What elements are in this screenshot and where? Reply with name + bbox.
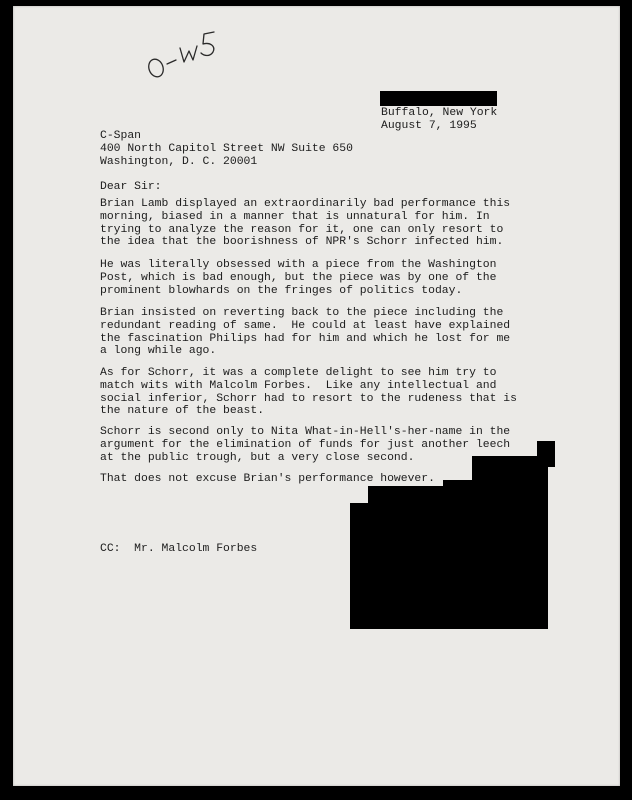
recipient-address: 400 North Capitol Street NW Suite 650: [100, 143, 353, 155]
recipient-name: C-Span: [100, 130, 142, 142]
handwritten-note: [140, 18, 230, 88]
salutation: Dear Sir:: [100, 181, 162, 193]
paragraph-1: Brian Lamb displayed an extraordinarily bad performance this morning, biased in a manner that is unnatural for him. In trying to analyze the reason for it, one can only resort to the idea that the boorishness of NPR's Schorr infected him.: [100, 198, 511, 249]
sender-city: Buffalo, New York: [381, 107, 498, 119]
letter-date: August 7, 1995: [381, 120, 477, 132]
paragraph-4: As for Schorr, it was a complete delight to see him try to match wits with Malcolm Forbes. Like any intellectual and social inferior, Schorr had to resort to the rudeness that is the nature of the beast.: [100, 367, 517, 418]
paragraph-5: Schorr is second only to Nita What-in-Hell's-her-name in the argument for the elimination of funds for just another leech at the public trough, but a very close second.: [100, 426, 511, 464]
paragraph-2: He was literally obsessed with a piece from the Washington Post, which is bad enough, but the piece was by one of the prominent blowhards on the fringes of politics today.: [100, 259, 497, 297]
cc-line: CC: Mr. Malcolm Forbes: [100, 543, 258, 555]
redaction-block-5: [350, 503, 548, 629]
redaction-bar-top: [380, 91, 497, 106]
paragraph-3: Brian insisted on reverting back to the piece including the redundant reading of same. He could at least have explained the fascination Philips had for him and which he lost for me a long while ago.: [100, 307, 511, 358]
recipient-city: Washington, D. C. 20001: [100, 156, 258, 168]
paragraph-6: That does not excuse Brian's performance however.: [100, 473, 435, 485]
